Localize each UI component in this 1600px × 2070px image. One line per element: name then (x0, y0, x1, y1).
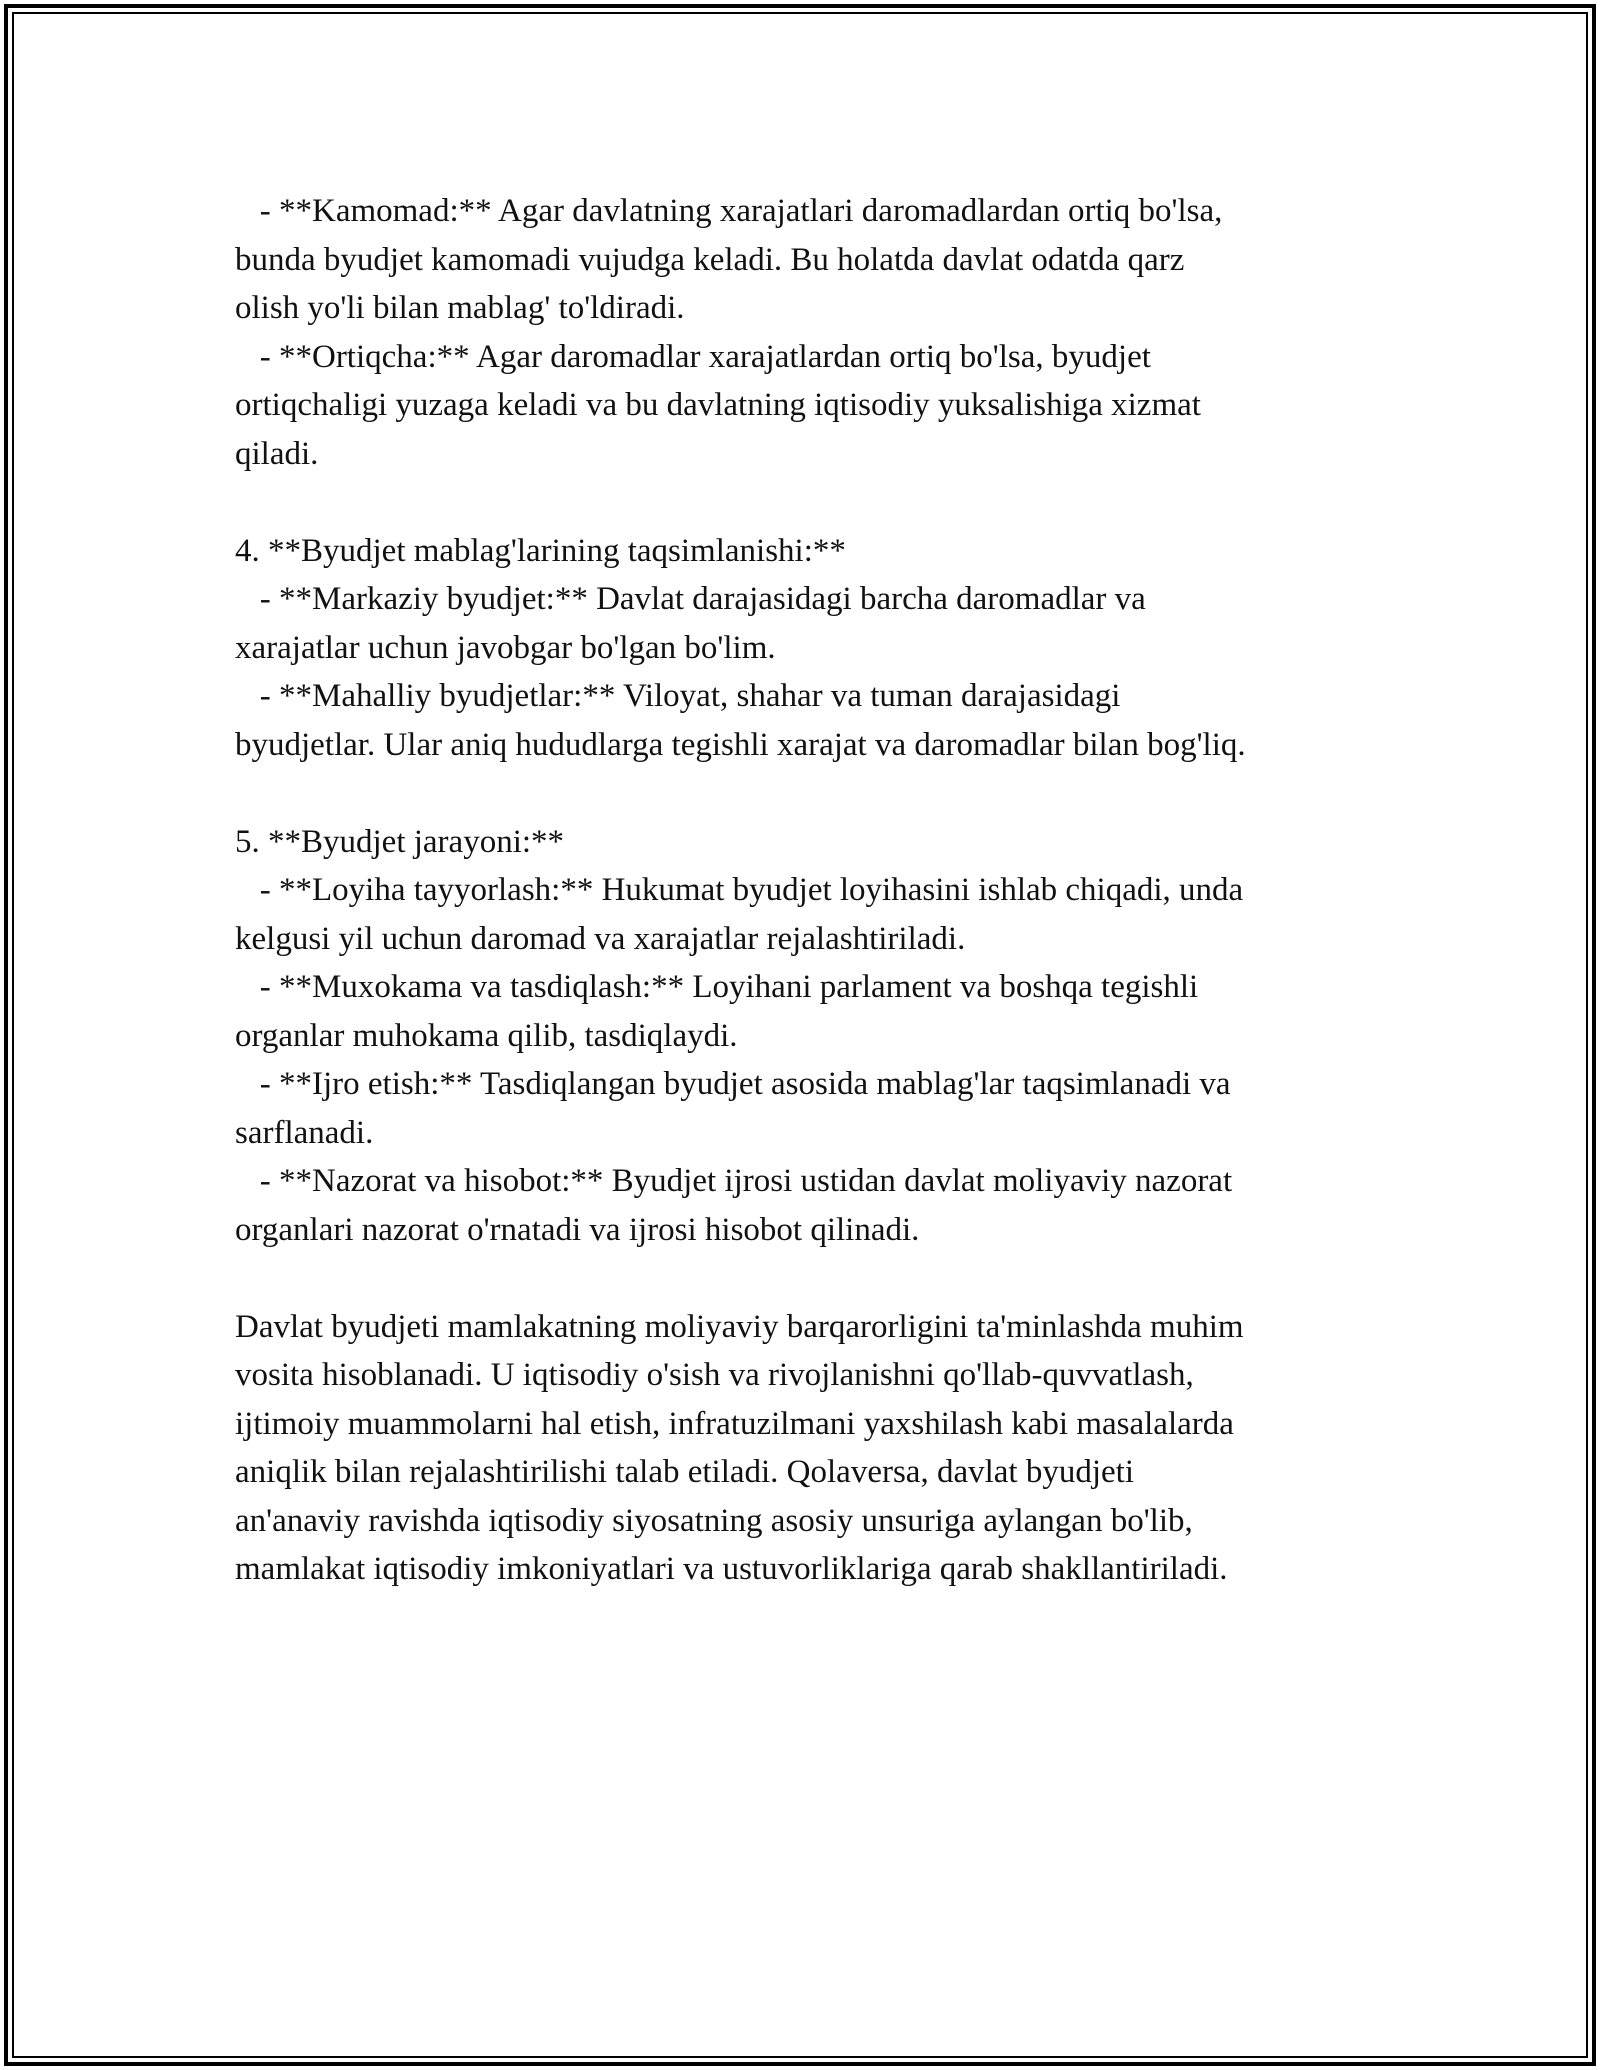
text-line: kelgusi yil uchun daromad va xarajatlar rejalashtiriladi. (235, 920, 966, 957)
text-line: - **Nazorat va hisobot:** Byudjet ijrosi ustidan davlat moliyaviy nazorat (235, 1163, 1233, 1199)
paragraph-line: Davlat byudjeti mamlakatning moliyaviy barqarorligini ta'minlashda muhim (235, 1308, 1244, 1345)
text-line: - **Ortiqcha:** Agar daromadlar xarajatlardan ortiq bo'lsa, byudjet (235, 338, 1151, 375)
blank-line (235, 769, 1395, 818)
paragraph-line: vosita hisoblanadi. U iqtisodiy o'sish va rivojlanishni qo'llab-quvvatlash, (235, 1357, 1194, 1393)
paragraph-line: mamlakat iqtisodiy imkoniyatlari va ustuvorliklariga qarab shakllantiriladi. (235, 1551, 1228, 1587)
text-line: - **Kamomad:** Agar davlatning xarajatlari daromadlardan ortiq bo'lsa, (235, 193, 1223, 229)
text-line: - **Muxokama va tasdiqlash:** Loyihani parlament va boshqa tegishli (235, 969, 1199, 1005)
paragraph-line: ijtimoiy muammolarni hal etish, infratuzilmani yaxshilash kabi masalalarda (235, 1405, 1234, 1442)
text-line: bunda byudjet kamomadi vujudga keladi. Bu holatda davlat odatda qarz (235, 241, 1185, 278)
document-body (235, 187, 1395, 1594)
text-line: byudjetlar. Ular aniq hududlarga tegishli xarajat va daromadlar bilan bog'liq. (235, 726, 1246, 763)
text-line: organlari nazorat o'rnatadi va ijrosi hisobot qilinadi. (235, 1211, 920, 1248)
text-line: sarflanadi. (235, 1114, 374, 1151)
text-line: qiladi. (235, 435, 319, 472)
text-line: xarajatlar uchun javobgar bo'lgan bo'lim. (235, 629, 776, 666)
paragraph-line: aniqlik bilan rejalashtirilishi talab etiladi. Qolaversa, davlat byudjeti (235, 1454, 1134, 1490)
text-line: - **Loyiha tayyorlash:** Hukumat byudjet loyihasini ishlab chiqadi, unda (235, 872, 1244, 908)
paragraph-line: an'anaviy ravishda iqtisodiy siyosatning asosiy unsuriga aylangan bo'lib, (235, 1502, 1193, 1539)
text-line: organlar muhokama qilib, tasdiqlaydi. (235, 1017, 738, 1054)
blank-line (235, 478, 1395, 527)
section-heading: 5. **Byudjet jarayoni:** (235, 823, 565, 860)
text-line: olish yo'li bilan mablag' to'ldiradi. (235, 290, 685, 326)
text-line: - **Markaziy byudjet:** Davlat darajasidagi barcha daromadlar va (235, 581, 1146, 617)
text-line: - **Mahalliy byudjetlar:** Viloyat, shahar va tuman darajasidagi (235, 678, 1121, 714)
section-heading: 4. **Byudjet mablag'larining taqsimlanishi:** (235, 532, 846, 569)
text-line: - **Ijro etish:** Tasdiqlangan byudjet asosida mablag'lar taqsimlanadi va (235, 1066, 1231, 1102)
blank-line (235, 1254, 1395, 1303)
text-line: ortiqchaligi yuzaga keladi va bu davlatning iqtisodiy yuksalishiga xizmat (235, 387, 1201, 423)
